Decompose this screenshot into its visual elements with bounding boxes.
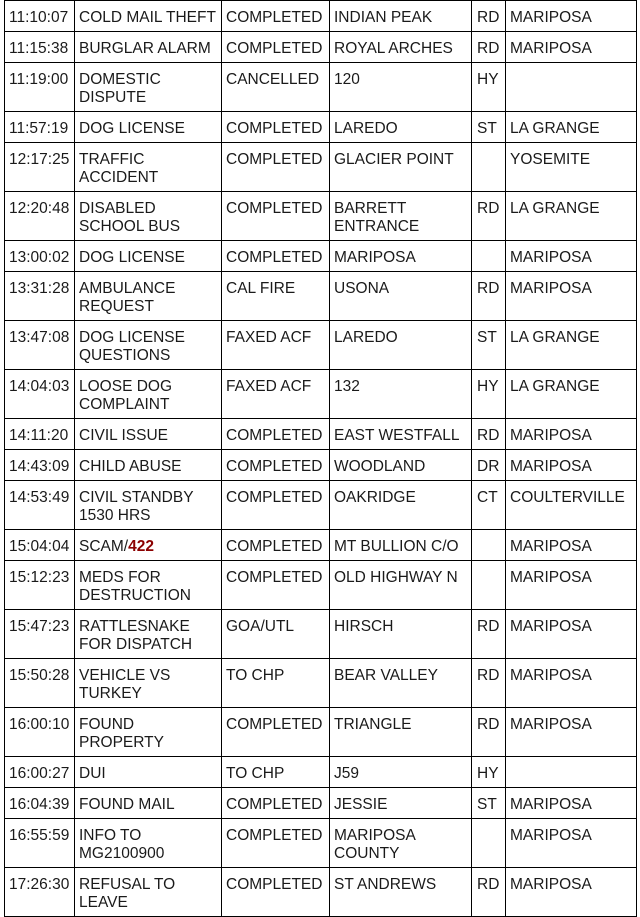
street-cell: MARIPOSA COUNTY [330,819,472,868]
city-cell: MARIPOSA [506,32,637,63]
disposition-cell: COMPLETED [222,450,330,481]
incident-cell: LOOSE DOG COMPLAINT [75,370,222,419]
table-row [5,241,637,272]
street-cell: WOODLAND [330,450,472,481]
disposition-cell: CANCELLED [222,63,330,112]
city-cell [506,63,637,112]
suffix-cell [472,819,506,868]
city-cell: LA GRANGE [506,370,637,419]
street-cell: BARRETT ENTRANCE [330,192,472,241]
suffix-cell: HY [472,63,506,112]
suffix-cell: RD [472,610,506,659]
dispatch-log-table [4,0,637,917]
incident-cell: RATTLESNAKE FOR DISPATCH [75,610,222,659]
time-cell: 11:57:19 [5,112,75,143]
incident-cell: AMBULANCE REQUEST [75,272,222,321]
table-row [5,659,637,708]
table-row [5,757,637,788]
city-cell: MARIPOSA [506,530,637,561]
incident-cell [75,530,222,561]
suffix-cell: RD [472,659,506,708]
city-cell: MARIPOSA [506,788,637,819]
time-cell: 16:04:39 [5,788,75,819]
street-cell: USONA [330,272,472,321]
city-cell: LA GRANGE [506,321,637,370]
disposition-cell: CAL FIRE [222,272,330,321]
city-cell: MARIPOSA [506,610,637,659]
suffix-cell [472,241,506,272]
time-cell: 16:00:27 [5,757,75,788]
table-row [5,143,637,192]
city-cell: MARIPOSA [506,561,637,610]
disposition-cell: COMPLETED [222,481,330,530]
incident-code-highlight: 422 [128,538,154,555]
city-cell: MARIPOSA [506,241,637,272]
suffix-cell [472,530,506,561]
suffix-cell: RD [472,272,506,321]
incident-cell: CIVIL ISSUE [75,419,222,450]
disposition-cell: COMPLETED [222,530,330,561]
street-cell: LAREDO [330,112,472,143]
disposition-cell: COMPLETED [222,112,330,143]
suffix-cell [472,143,506,192]
time-cell: 14:04:03 [5,370,75,419]
time-cell: 16:00:10 [5,708,75,757]
suffix-cell: HY [472,757,506,788]
disposition-cell: COMPLETED [222,819,330,868]
table-row [5,530,637,561]
disposition-cell: COMPLETED [222,143,330,192]
city-cell: COULTERVILLE [506,481,637,530]
disposition-cell: COMPLETED [222,192,330,241]
incident-cell: VEHICLE VS TURKEY [75,659,222,708]
street-cell: HIRSCH [330,610,472,659]
incident-cell: MEDS FOR DESTRUCTION [75,561,222,610]
suffix-cell [472,561,506,610]
city-cell: MARIPOSA [506,450,637,481]
suffix-cell: RD [472,868,506,917]
table-row [5,192,637,241]
incident-cell: DOG LICENSE [75,112,222,143]
incident-cell: DOG LICENSE [75,241,222,272]
incident-cell: DOG LICENSE QUESTIONS [75,321,222,370]
street-cell: 120 [330,63,472,112]
suffix-cell: RD [472,192,506,241]
street-cell: JESSIE [330,788,472,819]
incident-cell: TRAFFIC ACCIDENT [75,143,222,192]
time-cell: 12:17:25 [5,143,75,192]
table-row [5,321,637,370]
incident-cell: BURGLAR ALARM [75,32,222,63]
incident-cell: DOMESTIC DISPUTE [75,63,222,112]
suffix-cell: RD [472,708,506,757]
street-cell: EAST WESTFALL [330,419,472,450]
time-cell: 11:15:38 [5,32,75,63]
suffix-cell: RD [472,419,506,450]
time-cell: 16:55:59 [5,819,75,868]
table-row [5,708,637,757]
disposition-cell: COMPLETED [222,1,330,32]
table-row [5,610,637,659]
suffix-cell: ST [472,321,506,370]
table-row [5,272,637,321]
table-row [5,112,637,143]
time-cell: 15:50:28 [5,659,75,708]
time-cell: 14:11:20 [5,419,75,450]
table-row [5,819,637,868]
table-row [5,868,637,917]
disposition-cell: COMPLETED [222,419,330,450]
suffix-cell: HY [472,370,506,419]
street-cell: ROYAL ARCHES [330,32,472,63]
city-cell: MARIPOSA [506,708,637,757]
time-cell: 17:26:30 [5,868,75,917]
suffix-cell: ST [472,788,506,819]
incident-cell: FOUND PROPERTY [75,708,222,757]
time-cell: 11:10:07 [5,1,75,32]
city-cell [506,757,637,788]
time-cell: 12:20:48 [5,192,75,241]
street-cell: ST ANDREWS [330,868,472,917]
incident-cell: INFO TO MG2100900 [75,819,222,868]
incident-text: SCAM/ [79,538,129,555]
suffix-cell: RD [472,1,506,32]
street-cell: BEAR VALLEY [330,659,472,708]
city-cell: LA GRANGE [506,192,637,241]
table-row [5,419,637,450]
table-row [5,32,637,63]
table-row [5,450,637,481]
disposition-cell: COMPLETED [222,868,330,917]
disposition-cell: COMPLETED [222,561,330,610]
city-cell: YOSEMITE [506,143,637,192]
suffix-cell: CT [472,481,506,530]
city-cell: LA GRANGE [506,112,637,143]
street-cell: OLD HIGHWAY N [330,561,472,610]
street-cell: INDIAN PEAK [330,1,472,32]
table-row [5,370,637,419]
street-cell: MARIPOSA [330,241,472,272]
incident-cell: COLD MAIL THEFT [75,1,222,32]
disposition-cell: GOA/UTL [222,610,330,659]
city-cell: MARIPOSA [506,819,637,868]
city-cell: MARIPOSA [506,659,637,708]
city-cell: MARIPOSA [506,1,637,32]
table-row [5,63,637,112]
time-cell: 15:04:04 [5,530,75,561]
city-cell: MARIPOSA [506,419,637,450]
time-cell: 11:19:00 [5,63,75,112]
disposition-cell: COMPLETED [222,241,330,272]
incident-cell: DISABLED SCHOOL BUS [75,192,222,241]
time-cell: 14:43:09 [5,450,75,481]
suffix-cell: RD [472,32,506,63]
disposition-cell: TO CHP [222,757,330,788]
time-cell: 13:00:02 [5,241,75,272]
disposition-cell: FAXED ACF [222,370,330,419]
time-cell: 13:47:08 [5,321,75,370]
city-cell: MARIPOSA [506,272,637,321]
time-cell: 15:47:23 [5,610,75,659]
suffix-cell: ST [472,112,506,143]
disposition-cell: COMPLETED [222,708,330,757]
street-cell: MT BULLION C/O [330,530,472,561]
table-row [5,788,637,819]
street-cell: TRIANGLE [330,708,472,757]
incident-cell: CHILD ABUSE [75,450,222,481]
street-cell: GLACIER POINT [330,143,472,192]
incident-cell: DUI [75,757,222,788]
table-row [5,1,637,32]
disposition-cell: COMPLETED [222,32,330,63]
time-cell: 14:53:49 [5,481,75,530]
table-row [5,561,637,610]
street-cell: 132 [330,370,472,419]
disposition-cell: COMPLETED [222,788,330,819]
dispatch-log-body [5,1,637,917]
street-cell: OAKRIDGE [330,481,472,530]
incident-cell: CIVIL STANDBY 1530 HRS [75,481,222,530]
incident-cell: FOUND MAIL [75,788,222,819]
disposition-cell: FAXED ACF [222,321,330,370]
time-cell: 13:31:28 [5,272,75,321]
table-row [5,481,637,530]
disposition-cell: TO CHP [222,659,330,708]
city-cell: MARIPOSA [506,868,637,917]
suffix-cell: DR [472,450,506,481]
street-cell: LAREDO [330,321,472,370]
time-cell: 15:12:23 [5,561,75,610]
incident-cell: REFUSAL TO LEAVE [75,868,222,917]
street-cell: J59 [330,757,472,788]
